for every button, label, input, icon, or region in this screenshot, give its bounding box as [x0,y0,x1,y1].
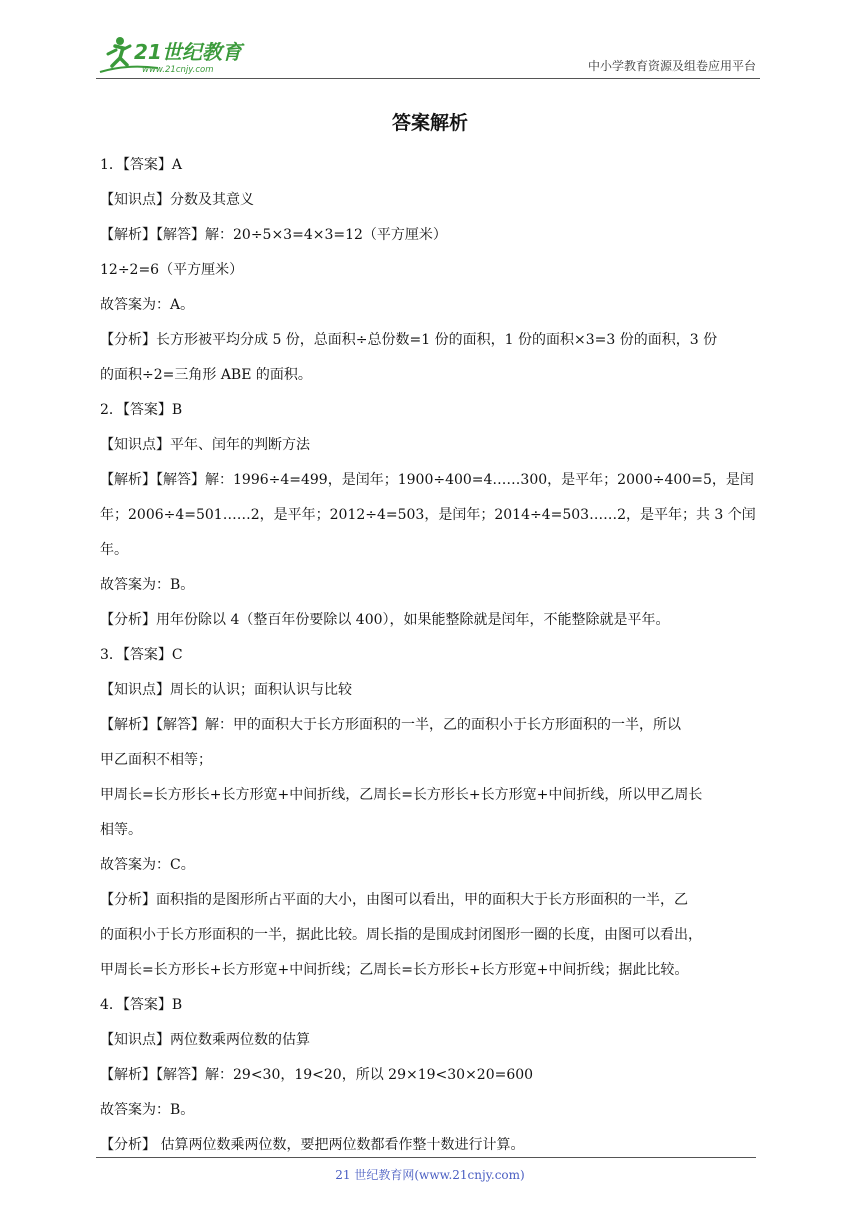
text-line: 的面积小于长方形面积的一半，据此比较。周长指的是围成封闭图形一圈的长度，由图可以看出， [100,927,702,943]
text-line: 【知识点】平年、闰年的判断方法 [100,437,310,453]
text-line: 故答案为：C。 [100,857,195,873]
text-line: 4．【答案】B [100,997,183,1013]
logo-text: 21世纪教育 [134,40,242,64]
text-line: 年。 [100,542,128,558]
footer-divider [96,1157,756,1158]
text-line: 【知识点】两位数乘两位数的估算 [100,1032,310,1048]
text-line: 【分析】 估算两位数乘两位数，要把两位数都看作整十数进行计算。 [100,1137,525,1153]
logo-url: www.21cnjy.com [142,65,214,75]
page-header [96,30,760,79]
text-line: 【分析】面积指的是图形所占平面的大小，由图可以看出，甲的面积大于长方形面积的一半，乙 [100,892,688,908]
text-line: 【解析】【解答】解：20÷5×3=4×3=12（平方厘米） [100,227,447,243]
text-line: 故答案为：B。 [100,1102,195,1118]
text-line: 甲周长=长方形长+长方形宽+中间折线；乙周长=长方形长+长方形宽+中间折线；据此比较。 [100,962,689,978]
text-line: 故答案为：A。 [100,297,195,313]
text-line: 【知识点】周长的认识；面积认识与比较 [100,682,352,698]
text-line: 年；2006÷4=501……2，是平年；2012÷4=503，是闰年；2014÷4=503……2，是平年；共 3 个闰 [100,507,756,523]
text-line: 【知识点】分数及其意义 [100,192,254,208]
text-line: 1．【答案】A [100,157,183,173]
text-line: 故答案为：B。 [100,577,195,593]
text-line: 相等。 [100,822,142,838]
text-line: 甲周长=长方形长+长方形宽+中间折线，乙周长=长方形长+长方形宽+中间折线，所以甲乙周长 [100,787,703,803]
text-line: 甲乙面积不相等； [100,752,212,768]
logo-21cnjy [96,32,261,76]
platform-label: 中小学教育资源及组卷应用平台 [587,59,756,73]
text-line: 【解析】【解答】解：29<30，19<20，所以 29×19<30×20=600 [100,1067,534,1083]
text-line: 12÷2=6（平方厘米） [100,262,244,278]
text-line: 【解析】【解答】解：甲的面积大于长方形面积的一半，乙的面积小于长方形面积的一半，所以 [100,717,681,733]
page-footer: 21 世纪教育网(www.21cnjy.com) [335,1168,525,1182]
text-line: 【解析】【解答】解：1996÷4=499，是闰年；1900÷400=4……300，是平年；2000÷400=5，是闰 [100,472,754,488]
page-title: 答案解析 [391,112,468,134]
text-line: 的面积÷2=三角形 ABE 的面积。 [100,367,312,383]
text-line: 3．【答案】C [100,647,183,663]
text-line: 【分析】用年份除以 4（整百年份要除以 400），如果能整除就是闰年，不能整除就是平年。 [100,612,670,628]
answer-content [100,148,764,1163]
text-line: 【分析】长方形被平均分成 5 份，总面积÷总份数=1 份的面积，1 份的面积×3=3 份的面积，3 份 [100,332,718,348]
text-line: 2．【答案】B [100,402,183,418]
